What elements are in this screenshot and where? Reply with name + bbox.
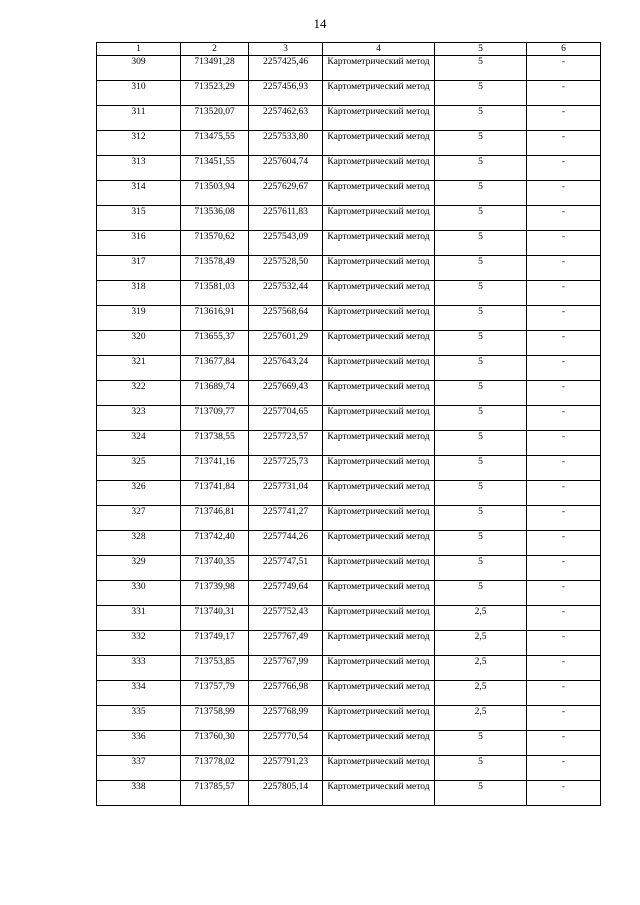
accuracy-cell: 5 [435,181,527,206]
note-cell: - [527,481,601,506]
y-coordinate-cell: 2257456,93 [249,81,323,106]
accuracy-cell: 5 [435,756,527,781]
column-header: 2 [181,43,249,56]
y-coordinate-cell: 2257749,64 [249,581,323,606]
y-coordinate-cell: 2257805,14 [249,781,323,806]
accuracy-cell: 2,5 [435,706,527,731]
point-number-cell: 327 [97,506,181,531]
table-row [97,556,601,581]
x-coordinate-cell: 713749,17 [181,631,249,656]
table-row [97,381,601,406]
accuracy-cell: 5 [435,106,527,131]
y-coordinate-cell: 2257611,83 [249,206,323,231]
table-row [97,56,601,81]
method-cell: Картометрический метод [323,756,435,781]
method-cell: Картометрический метод [323,381,435,406]
y-coordinate-cell: 2257791,23 [249,756,323,781]
note-cell: - [527,406,601,431]
table-row [97,281,601,306]
table-body [97,56,601,806]
x-coordinate-cell: 713742,40 [181,531,249,556]
x-coordinate-cell: 713709,77 [181,406,249,431]
note-cell: - [527,306,601,331]
method-cell: Картометрический метод [323,306,435,331]
table-row [97,756,601,781]
note-cell: - [527,656,601,681]
table-header [97,43,601,56]
y-coordinate-cell: 2257767,49 [249,631,323,656]
point-number-cell: 326 [97,481,181,506]
table-row [97,356,601,381]
table-row [97,706,601,731]
point-number-cell: 322 [97,381,181,406]
accuracy-cell: 5 [435,581,527,606]
y-coordinate-cell: 2257768,99 [249,706,323,731]
method-cell: Картометрический метод [323,481,435,506]
note-cell: - [527,181,601,206]
y-coordinate-cell: 2257528,50 [249,256,323,281]
x-coordinate-cell: 713616,91 [181,306,249,331]
x-coordinate-cell: 713741,84 [181,481,249,506]
x-coordinate-cell: 713491,28 [181,56,249,81]
table-row [97,581,601,606]
point-number-cell: 334 [97,681,181,706]
method-cell: Картометрический метод [323,781,435,806]
table-row [97,206,601,231]
point-number-cell: 335 [97,706,181,731]
point-number-cell: 330 [97,581,181,606]
accuracy-cell: 5 [435,231,527,256]
table-row [97,481,601,506]
accuracy-cell: 2,5 [435,656,527,681]
table-row [97,406,601,431]
accuracy-cell: 2,5 [435,631,527,656]
note-cell: - [527,381,601,406]
column-header: 6 [527,43,601,56]
note-cell: - [527,681,601,706]
note-cell: - [527,606,601,631]
accuracy-cell: 5 [435,406,527,431]
y-coordinate-cell: 2257568,64 [249,306,323,331]
header-row [97,43,601,56]
note-cell: - [527,756,601,781]
table-row [97,456,601,481]
table-row [97,431,601,456]
x-coordinate-cell: 713677,84 [181,356,249,381]
accuracy-cell: 5 [435,56,527,81]
table-row [97,231,601,256]
coordinates-table [96,42,601,806]
point-number-cell: 336 [97,731,181,756]
method-cell: Картометрический метод [323,256,435,281]
table-row [97,181,601,206]
table-row [97,81,601,106]
x-coordinate-cell: 713581,03 [181,281,249,306]
x-coordinate-cell: 713689,74 [181,381,249,406]
x-coordinate-cell: 713475,55 [181,131,249,156]
x-coordinate-cell: 713739,98 [181,581,249,606]
point-number-cell: 319 [97,306,181,331]
method-cell: Картометрический метод [323,606,435,631]
x-coordinate-cell: 713753,85 [181,656,249,681]
point-number-cell: 329 [97,556,181,581]
accuracy-cell: 5 [435,281,527,306]
table-row [97,331,601,356]
y-coordinate-cell: 2257532,44 [249,281,323,306]
column-header: 4 [323,43,435,56]
note-cell: - [527,456,601,481]
table-row [97,131,601,156]
x-coordinate-cell: 713758,99 [181,706,249,731]
accuracy-cell: 5 [435,331,527,356]
accuracy-cell: 5 [435,506,527,531]
x-coordinate-cell: 713536,08 [181,206,249,231]
method-cell: Картометрический метод [323,356,435,381]
point-number-cell: 313 [97,156,181,181]
method-cell: Картометрический метод [323,456,435,481]
y-coordinate-cell: 2257604,74 [249,156,323,181]
column-header: 3 [249,43,323,56]
y-coordinate-cell: 2257723,57 [249,431,323,456]
x-coordinate-cell: 713520,07 [181,106,249,131]
y-coordinate-cell: 2257425,46 [249,56,323,81]
method-cell: Картометрический метод [323,131,435,156]
accuracy-cell: 5 [435,206,527,231]
method-cell: Картометрический метод [323,631,435,656]
y-coordinate-cell: 2257601,29 [249,331,323,356]
method-cell: Картометрический метод [323,106,435,131]
method-cell: Картометрический метод [323,681,435,706]
y-coordinate-cell: 2257766,98 [249,681,323,706]
method-cell: Картометрический метод [323,281,435,306]
table-row [97,156,601,181]
x-coordinate-cell: 713741,16 [181,456,249,481]
point-number-cell: 315 [97,206,181,231]
method-cell: Картометрический метод [323,706,435,731]
x-coordinate-cell: 713570,62 [181,231,249,256]
table-row [97,681,601,706]
accuracy-cell: 5 [435,781,527,806]
accuracy-cell: 2,5 [435,606,527,631]
x-coordinate-cell: 713746,81 [181,506,249,531]
point-number-cell: 338 [97,781,181,806]
x-coordinate-cell: 713778,02 [181,756,249,781]
column-header: 5 [435,43,527,56]
table-row [97,256,601,281]
y-coordinate-cell: 2257462,63 [249,106,323,131]
point-number-cell: 325 [97,456,181,481]
accuracy-cell: 5 [435,256,527,281]
note-cell: - [527,206,601,231]
note-cell: - [527,81,601,106]
method-cell: Картометрический метод [323,556,435,581]
y-coordinate-cell: 2257669,43 [249,381,323,406]
table-row [97,531,601,556]
table-row [97,731,601,756]
note-cell: - [527,231,601,256]
y-coordinate-cell: 2257741,27 [249,506,323,531]
table-row [97,781,601,806]
point-number-cell: 328 [97,531,181,556]
note-cell: - [527,531,601,556]
method-cell: Картометрический метод [323,181,435,206]
point-number-cell: 331 [97,606,181,631]
accuracy-cell: 5 [435,531,527,556]
y-coordinate-cell: 2257543,09 [249,231,323,256]
method-cell: Картометрический метод [323,431,435,456]
x-coordinate-cell: 713451,55 [181,156,249,181]
point-number-cell: 321 [97,356,181,381]
note-cell: - [527,631,601,656]
x-coordinate-cell: 713757,79 [181,681,249,706]
table-row [97,506,601,531]
y-coordinate-cell: 2257731,04 [249,481,323,506]
point-number-cell: 316 [97,231,181,256]
y-coordinate-cell: 2257747,51 [249,556,323,581]
note-cell: - [527,506,601,531]
method-cell: Картометрический метод [323,581,435,606]
y-coordinate-cell: 2257643,24 [249,356,323,381]
accuracy-cell: 5 [435,156,527,181]
note-cell: - [527,256,601,281]
x-coordinate-cell: 713785,57 [181,781,249,806]
point-number-cell: 332 [97,631,181,656]
accuracy-cell: 5 [435,456,527,481]
note-cell: - [527,731,601,756]
accuracy-cell: 2,5 [435,681,527,706]
y-coordinate-cell: 2257752,43 [249,606,323,631]
method-cell: Картометрический метод [323,406,435,431]
method-cell: Картометрический метод [323,656,435,681]
table-row [97,606,601,631]
method-cell: Картометрический метод [323,206,435,231]
accuracy-cell: 5 [435,356,527,381]
point-number-cell: 311 [97,106,181,131]
method-cell: Картометрический метод [323,506,435,531]
point-number-cell: 318 [97,281,181,306]
point-number-cell: 314 [97,181,181,206]
x-coordinate-cell: 713578,49 [181,256,249,281]
x-coordinate-cell: 713738,55 [181,431,249,456]
accuracy-cell: 5 [435,731,527,756]
point-number-cell: 310 [97,81,181,106]
accuracy-cell: 5 [435,81,527,106]
note-cell: - [527,356,601,381]
accuracy-cell: 5 [435,381,527,406]
x-coordinate-cell: 713655,37 [181,331,249,356]
note-cell: - [527,331,601,356]
x-coordinate-cell: 713503,94 [181,181,249,206]
method-cell: Картометрический метод [323,56,435,81]
y-coordinate-cell: 2257629,67 [249,181,323,206]
table-row [97,631,601,656]
note-cell: - [527,131,601,156]
note-cell: - [527,556,601,581]
table-row [97,306,601,331]
accuracy-cell: 5 [435,431,527,456]
y-coordinate-cell: 2257533,80 [249,131,323,156]
table-row [97,106,601,131]
y-coordinate-cell: 2257770,54 [249,731,323,756]
x-coordinate-cell: 713523,29 [181,81,249,106]
point-number-cell: 333 [97,656,181,681]
accuracy-cell: 5 [435,481,527,506]
column-header: 1 [97,43,181,56]
method-cell: Картометрический метод [323,156,435,181]
point-number-cell: 312 [97,131,181,156]
point-number-cell: 324 [97,431,181,456]
method-cell: Картометрический метод [323,231,435,256]
point-number-cell: 337 [97,756,181,781]
point-number-cell: 317 [97,256,181,281]
y-coordinate-cell: 2257725,73 [249,456,323,481]
note-cell: - [527,781,601,806]
method-cell: Картометрический метод [323,731,435,756]
note-cell: - [527,431,601,456]
method-cell: Картометрический метод [323,531,435,556]
method-cell: Картометрический метод [323,81,435,106]
point-number-cell: 320 [97,331,181,356]
accuracy-cell: 5 [435,556,527,581]
x-coordinate-cell: 713740,31 [181,606,249,631]
point-number-cell: 309 [97,56,181,81]
y-coordinate-cell: 2257767,99 [249,656,323,681]
note-cell: - [527,706,601,731]
note-cell: - [527,106,601,131]
y-coordinate-cell: 2257744,26 [249,531,323,556]
page-number: 14 [313,16,327,31]
y-coordinate-cell: 2257704,65 [249,406,323,431]
accuracy-cell: 5 [435,131,527,156]
x-coordinate-cell: 713740,35 [181,556,249,581]
point-number-cell: 323 [97,406,181,431]
method-cell: Картометрический метод [323,331,435,356]
note-cell: - [527,281,601,306]
note-cell: - [527,56,601,81]
note-cell: - [527,581,601,606]
accuracy-cell: 5 [435,306,527,331]
x-coordinate-cell: 713760,30 [181,731,249,756]
note-cell: - [527,156,601,181]
table-row [97,656,601,681]
